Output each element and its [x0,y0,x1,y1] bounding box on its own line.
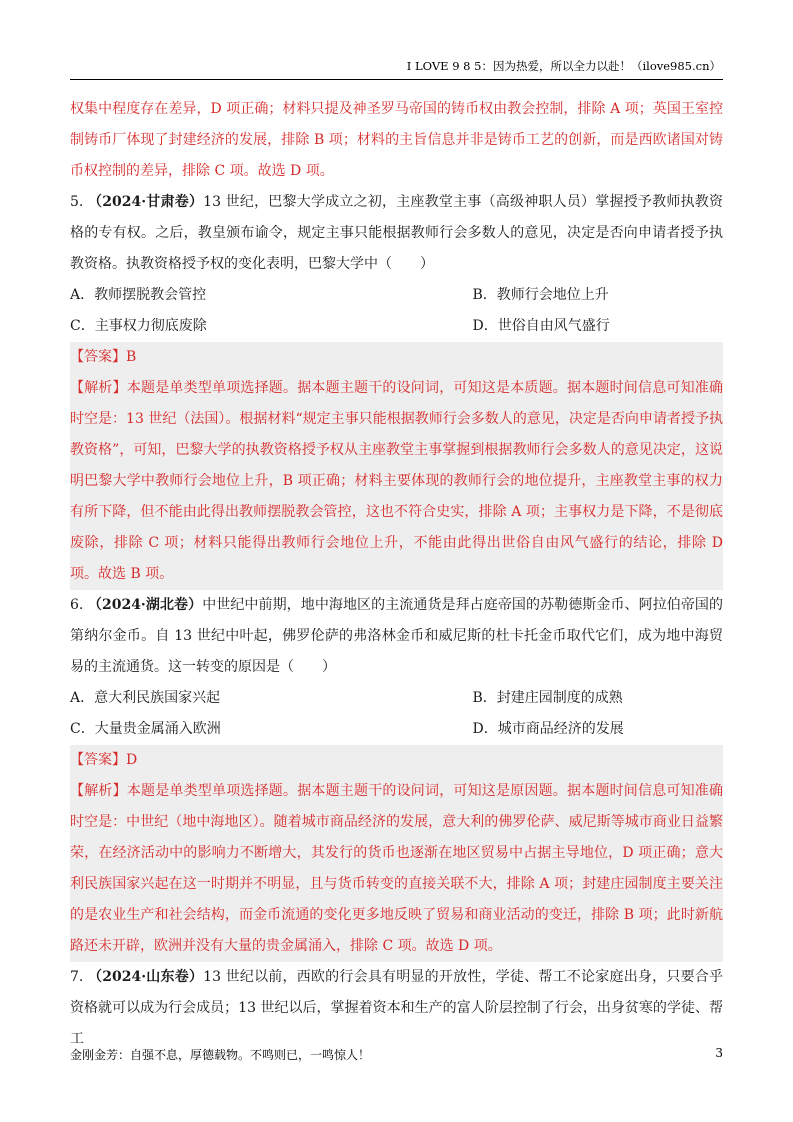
question-number: 5. [70,194,84,210]
option-a: A．意大利民族国家兴起 [70,690,221,706]
footer-motto: 金刚金芳：自强不息，厚德载物。不鸣则已，一鸣惊人！ [70,1048,371,1062]
explanation-label: 【解析】 [70,783,127,799]
explanation-block [70,373,723,590]
question-stem: 13 世纪以前，西欧的行会具有明显的开放性，学徒、帮工不论家庭出身，只要合乎资格就可以成为行会成员；13 世纪以后，掌握着资本和生产的富人阶层控制了行会，出身贫寒的学徒、帮工 [70,969,723,1047]
question-6 [70,590,723,683]
question-stem: 中世纪中前期，地中海地区的主流通货是拜占庭帝国的苏勒德斯金币、阿拉伯帝国的第纳尔金币。自 13 世纪中叶起，佛罗伦萨的弗洛林金币和威尼斯的杜卡托金币取代它们，成为地中海贸易的主流通货。这一转变的原因是（ ） [70,597,724,675]
page-footer [70,1046,723,1063]
explanation-text: 本题是单类型单项选择题。据本题主题干的设问词，可知这是原因题。据本题时间信息可知准确时空是：中世纪（地中海地区）。随着城市商品经济的发展，意大利的佛罗伦萨、威尼斯等城市商业日益繁荣，在经济活动中的影响力不断增大，其发行的货币也逐渐在地区贸易中占据主导地位，D 项正确；意大利民族国家兴起在这一时期并不明显，且与货币转变的直接关联不大，排除 A 项；封建庄园制度主要关注的是农业生产和社会结构，而金币流通的变化更多地反映了贸易和商业活动的变迁，排除 B 项；此时新航路还未开辟，欧洲并没有大量的贵金属涌入，排除 C 项。故选 D 项。 [70,783,724,954]
explanation-block [70,776,723,962]
page-header [70,54,723,80]
option-d: D．世俗自由风气盛行 [472,318,610,334]
answer-block [70,745,723,776]
option-b: B．教师行会地位上升 [472,287,609,303]
option-c: C．主事权力彻底废除 [70,318,207,334]
question-number: 7. [70,969,84,985]
explanation-label: 【解析】 [70,380,127,396]
question-number: 6. [70,597,84,613]
question-5-options [70,280,723,342]
option-b: B．封建庄园制度的成熟 [472,690,623,706]
answer-value: B [126,349,137,365]
answer-label: 【答案】 [70,752,126,768]
question-source: （2024·山东卷） [88,969,204,985]
document-body [70,94,723,1055]
header-text: I LOVE 9 8 5：因为热爱，所以全力以赴！（ilove985.cn） [406,59,721,73]
question-source: （2024·湖北卷） [87,597,203,613]
page-number: 3 [715,1046,723,1060]
question-7 [70,962,723,1055]
answer-value: D [126,752,138,768]
question-6-options [70,683,723,745]
question-5 [70,187,723,280]
option-a: A．教师摆脱教会管控 [70,287,207,303]
option-d: D．城市商品经济的发展 [472,721,624,737]
answer-block [70,342,723,373]
option-c: C．大量贵金属涌入欧洲 [70,721,221,737]
answer-label: 【答案】 [70,349,126,365]
explanation-text: 本题是单类型单项选择题。据本题主题干的设问词，可知这是本质题。据本题时间信息可知准确时空是：13 世纪（法国）。根据材料“规定主事只能根据教师行会多数人的意见，决定是否向申请者授予执教资格”，可知，巴黎大学的执教资格授予权从主座教堂主事掌握到根据教师行会多数人的意见决定，这说明巴黎大学中教师行会地位上升，B 项正确；材料主要体现的教师行会的地位提升，主座教堂主事的权力有所下降，但不能由此得出教师摆脱教会管控，这也不符合史实，排除 A 项；主事权力是下降，不是彻底废除，排除 C 项；材料只能得出教师行会地位上升，不能由此得出世俗自由风气盛行的结论，排除 D 项。故选 B 项。 [70,380,724,582]
question-stem: 13 世纪，巴黎大学成立之初，主座教堂主事（高级神职人员）掌握授予教师执教资格的专有权。之后，教皇颁布谕令，规定主事只能根据教师行会多数人的意见，决定是否向申请者授予执教资格。执教资格授予权的变化表明，巴黎大学中（ ） [70,194,723,272]
previous-explanation: 权集中程度存在差异，D 项正确；材料只提及神圣罗马帝国的铸币权由教会控制，排除 A 项；英国王室控制铸币厂体现了封建经济的发展，排除 B 项；材料的主旨信息并非是铸币工艺的创新，而是西欧诸国对铸币权控制的差异，排除 C 项。故选 D 项。 [70,101,723,179]
question-source: （2024·甘肃卷） [88,194,204,210]
